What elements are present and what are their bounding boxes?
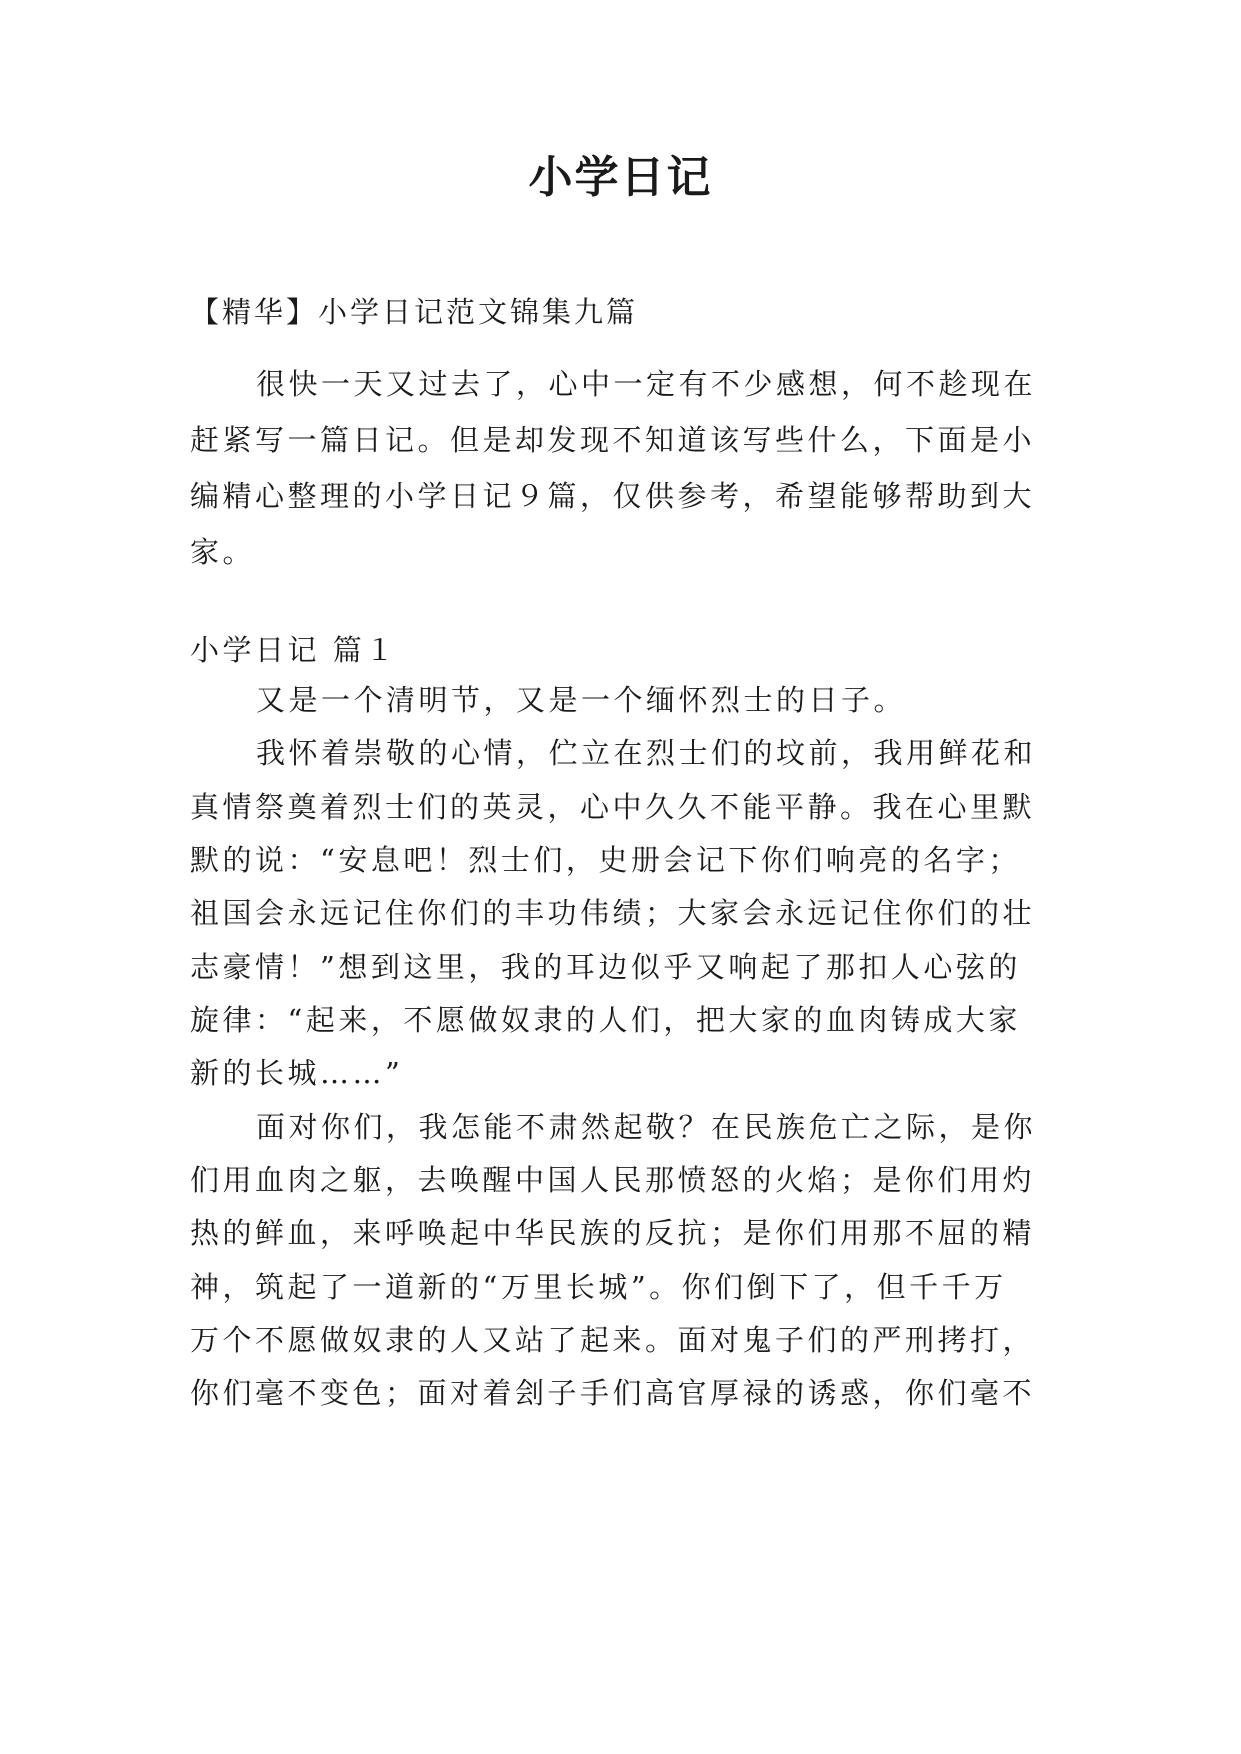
document-subtitle: 【精华】小学日记范文锦集九篇 xyxy=(190,295,639,329)
paragraph-line: 热的鲜血，来呼唤起中华民族的反抗；是你们用那不屈的精 xyxy=(190,1216,1036,1250)
paragraph-line: 们用血肉之躯，去唤醒中国人民那愤怒的火焰；是你们用灼 xyxy=(190,1163,1036,1197)
paragraph-line: 祖国会永远记住你们的丰功伟绩；大家会永远记住你们的壮 xyxy=(190,896,1036,930)
intro-line: 赶紧写一篇日记。但是却发现不知道该写些什么，下面是小 xyxy=(190,423,1036,457)
paragraph-line: 真情祭奠着烈士们的英灵，心中久久不能平静。我在心里默 xyxy=(190,790,1036,824)
paragraph-line: 你们毫不变色；面对着刽子手们高官厚禄的诱惑，你们毫不 xyxy=(190,1376,1036,1410)
paragraph-line: 万个不愿做奴隶的人又站了起来。面对鬼子们的严刑拷打， xyxy=(190,1323,1036,1357)
intro-line: 家。 xyxy=(190,535,256,569)
intro-line: 很快一天又过去了，心中一定有不少感想，何不趁现在 xyxy=(256,367,1037,401)
paragraph-line: 默的说：“安息吧！烈士们，史册会记下你们响亮的名字； xyxy=(190,843,1021,877)
document-title: 小学日记 xyxy=(528,152,713,203)
paragraph-line: 我怀着崇敬的心情，伫立在烈士们的坟前，我用鲜花和 xyxy=(256,736,1037,770)
paragraph-line: 神，筑起了一道新的“万里长城”。你们倒下了，但千千万 xyxy=(190,1270,1007,1304)
section-heading: 小学日记 篇１ xyxy=(190,633,398,667)
paragraph-line: 新的长城……” xyxy=(190,1056,404,1090)
paragraph-line: 旋律：“起来，不愿做奴隶的人们，把大家的血肉铸成大家 xyxy=(190,1003,1021,1037)
paragraph-line: 又是一个清明节，又是一个缅怀烈士的日子。 xyxy=(256,683,907,717)
intro-line: 编精心整理的小学日记９篇，仅供参考，希望能够帮助到大 xyxy=(190,479,1036,513)
paragraph-line: 志豪情！”想到这里，我的耳边似乎又响起了那扣人心弦的 xyxy=(190,950,1021,984)
paragraph-line: 面对你们，我怎能不肃然起敬？在民族危亡之际，是你 xyxy=(256,1110,1037,1144)
